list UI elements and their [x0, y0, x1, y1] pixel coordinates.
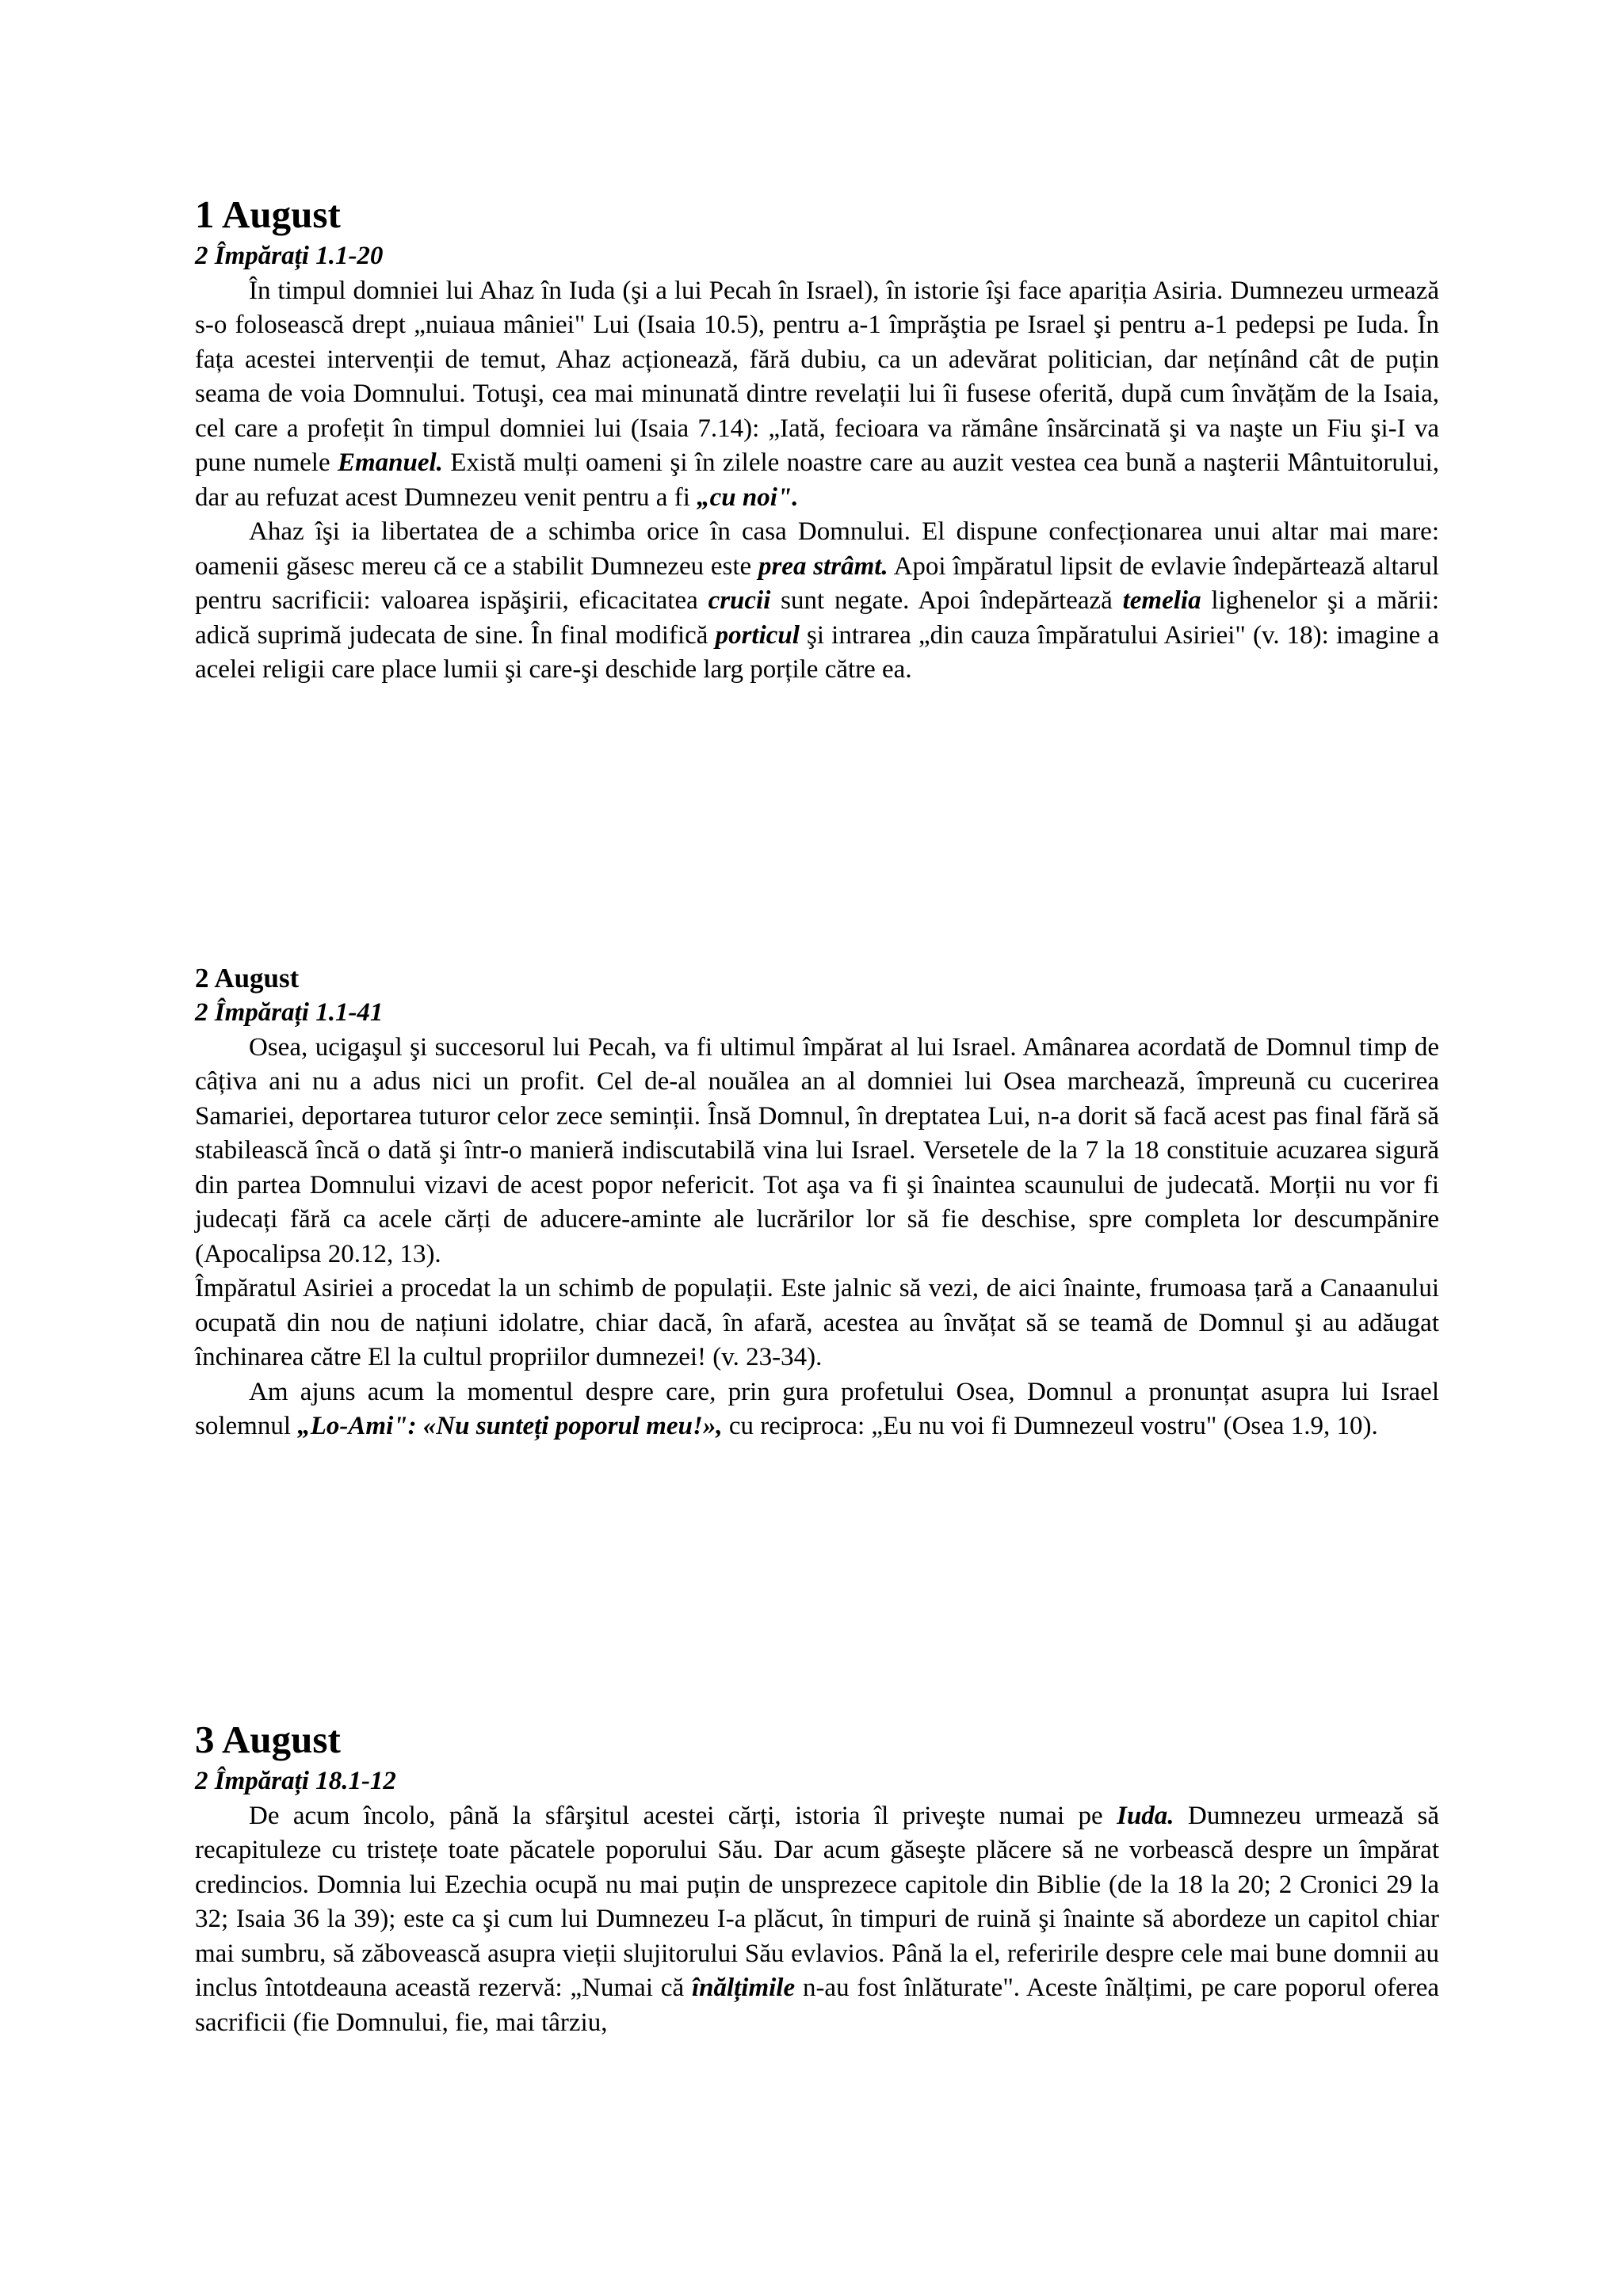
text-run: n-au fost înlăturate". Aceste înălțimi, pe care poporul oferea sacrificii (fie Domnului, fie, mai târziu, [195, 1974, 1439, 2037]
day-entry-august-1 [195, 190, 1439, 688]
entry-title: 2 August [195, 963, 300, 994]
emphasized-text: „Lo-Ami": «Nu sunteți poporul meu!», [297, 1412, 723, 1440]
emphasized-text: prea strâmt. [758, 551, 888, 581]
text-run: Am ajuns acum la momentul despre care, prin gura profetului Osea, Domnul a pronunțat asupra lui Israel solemnul [195, 1377, 1439, 1440]
paragraph [195, 1799, 1439, 2041]
scripture-reference: 2 Împărați 18.1-12 [195, 1767, 396, 1795]
emphasized-text: Emanuel. [337, 448, 443, 477]
emphasized-text: Iuda. [1117, 1801, 1174, 1830]
text-run: De acum încolo, până la sfârşitul acestei cărți, istoria îl priveşte numai pe [249, 1801, 1117, 1830]
paragraph [195, 1375, 1439, 1444]
day-entry-august-2 [195, 960, 1439, 1444]
text-run: sunt negate. Apoi îndepărtează [770, 586, 1123, 615]
text-run: Împăratul Asiriei a procedat la un schimb de populații. Este jalnic să vezi, de aici înainte, frumoasa țară a Canaanului ocupată din nou de națiuni idolatre, chiar dacă, în afară, acestea au învățat să se teamă de Domnul şi au adăugat închinarea către El la cultul propriilor dumnezei! (v. 23-34). [195, 1274, 1439, 1371]
emphasized-text: înălțimile [691, 1974, 796, 2002]
text-run: cu reciproca: „Eu nu voi fi Dumnezeul vostru" (Osea 1.9, 10). [722, 1412, 1378, 1440]
emphasized-text: „cu noi". [697, 482, 799, 512]
emphasized-text: porticul [715, 620, 800, 650]
text-run: Dumnezeu urmează să recapituleze cu tristețe toate păcatele poporului Său. Dar acum găseşte plăcere să ne vorbească despre un împărat credincios. Domnia lui Ezechia ocupă nu mai puțin de unsprezece capitole din Biblie (de la 18 la 20; 2 Cronici 29 la 32; Isaia 36 la 39); este ca şi cum lui Dumnezeu I-a plăcut, în timpuri de ruină şi înainte să abordeze un capitol chiar mai sumbru, să zăbovească asupra vieții slujitorului Său evlavios. Până la el, referirile despre cele mai bune domnii au inclus întotdeauna această rezervă: „Numai că [195, 1801, 1439, 2002]
text-run: Apoi împăratul lipsit de evlavie îndepărtează altarul pentru sacrificii: valoarea ispăşirii, eficacitatea [195, 551, 1439, 615]
text-run: Osea, ucigaşul şi succesorul lui Pecah, va fi ultimul împărat al lui Israel. Amânarea acordată de Domnul timp de câțiva ani nu a adus nici un profit. Cel de-al nouălea an al domniei lui Osea marchează, împreună cu cucerirea Samariei, deportarea tuturor celor zece seminții. Însă Domnul, în dreptatea Lui, n-a dorit să facă acest pas final fără să stabilească încă o dată şi într-o manieră indiscutabilă vina lui Israel. Versetele de la 7 la 18 constituie acuzarea sigură din partea Domnului vizavi de acest popor nefericit. Tot aşa va fi şi înaintea scaunului de judecată. Morții nu vor fi judecați fără ca acele cărți de aducere-aminte ale lucrărilor lor să fie deschise, spre completa lor descumpănire (Apocalipsa 20.12, 13). [195, 1032, 1439, 1268]
text-run: lighenelor şi a mării: adică suprimă judecata de sine. În final modifică [195, 586, 1439, 650]
text-run: Ahaz îşi ia libertatea de a schimba orice în casa Domnului. El dispune confecționarea unui altar mai mare: oamenii găsesc mereu că ce a stabilit Dumnezeu este [195, 517, 1439, 581]
emphasized-text: temelia [1122, 586, 1201, 615]
text-run: şi intrarea „din cauza împăratului Asiriei" (v. 18): imagine a acelei religii care place lumii şi care-şi deschide larg porțile către ea. [195, 620, 1440, 684]
scripture-reference: 2 Împărați 1.1-20 [195, 242, 384, 270]
entry-title: 1 August [195, 193, 341, 236]
paragraph [195, 515, 1439, 688]
emphasized-text: crucii [708, 586, 771, 615]
paragraph [195, 1272, 1439, 1375]
paragraph [195, 274, 1439, 516]
text-run: În timpul domniei lui Ahaz în Iuda (şi a lui Pecah în Israel), în istorie îşi face apariția Asiria. Dumnezeu urmează s-o folosească drept „nuiaua mâniei" Lui (Isaia 10.5), pentru a-1 împrăştia pe Israel şi pentru a-1 pedepsi pe Iuda. În fața acestei intervenții de temut, Ahaz acționează, fără dubiu, ca un adevărat politician, dar nețínând cât de puțin seama de voia Domnului. Totuşi, cea mai minunată dintre revelații lui îi fusese oferită, după cum învățăm de la Isaia, cel care a profețit în timpul domniei lui (Isaia 7.14): „Iată, fecioara va rămâne însărcinată şi va naşte un Fiu şi-I va pune numele [195, 276, 1439, 477]
day-entry-august-3 [195, 1715, 1439, 2040]
paragraph [195, 1031, 1439, 1272]
text-run: Există mulți oameni şi în zilele noastre care au auzit vestea cea bună a naşterii Mântuitorului, dar au refuzat acest Dumnezeu venit pentru a fi [195, 448, 1440, 512]
entry-title: 3 August [195, 1718, 341, 1761]
scripture-reference: 2 Împărați 1.1-41 [195, 998, 384, 1027]
